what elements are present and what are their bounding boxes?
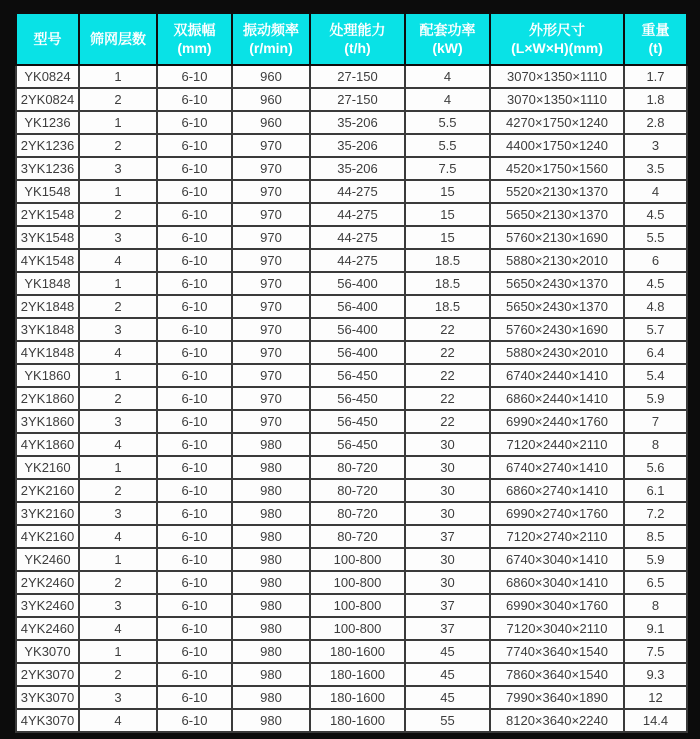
cell-model: 4YK1860 <box>16 433 79 456</box>
cell-model: 2YK1860 <box>16 387 79 410</box>
cell-capacity: 100-800 <box>310 617 405 640</box>
cell-weight: 6 <box>624 249 687 272</box>
cell-layers: 4 <box>79 433 157 456</box>
cell-amplitude: 6-10 <box>157 318 232 341</box>
table-header-row <box>16 13 687 65</box>
cell-power: 15 <box>405 226 490 249</box>
cell-power: 18.5 <box>405 295 490 318</box>
cell-model: 4YK3070 <box>16 709 79 732</box>
cell-amplitude: 6-10 <box>157 180 232 203</box>
cell-frequency: 970 <box>232 295 310 318</box>
cell-dimensions: 7740×3640×1540 <box>490 640 624 663</box>
cell-weight: 7 <box>624 410 687 433</box>
cell-capacity: 56-450 <box>310 387 405 410</box>
cell-model: 3YK3070 <box>16 686 79 709</box>
table-row <box>16 111 687 134</box>
table-row <box>16 226 687 249</box>
spec-table <box>15 12 688 733</box>
cell-layers: 1 <box>79 640 157 663</box>
cell-amplitude: 6-10 <box>157 709 232 732</box>
cell-power: 18.5 <box>405 249 490 272</box>
cell-power: 45 <box>405 686 490 709</box>
cell-amplitude: 6-10 <box>157 525 232 548</box>
cell-power: 7.5 <box>405 157 490 180</box>
column-header-layers <box>79 13 157 65</box>
table-row <box>16 65 687 88</box>
cell-weight: 12 <box>624 686 687 709</box>
column-header-power <box>405 13 490 65</box>
cell-amplitude: 6-10 <box>157 594 232 617</box>
cell-amplitude: 6-10 <box>157 295 232 318</box>
cell-layers: 4 <box>79 709 157 732</box>
cell-dimensions: 4400×1750×1240 <box>490 134 624 157</box>
cell-frequency: 980 <box>232 525 310 548</box>
cell-weight: 1.7 <box>624 65 687 88</box>
table-row <box>16 88 687 111</box>
table-row <box>16 686 687 709</box>
table-row <box>16 203 687 226</box>
cell-dimensions: 7120×2440×2110 <box>490 433 624 456</box>
cell-weight: 8 <box>624 594 687 617</box>
cell-power: 22 <box>405 341 490 364</box>
cell-capacity: 35-206 <box>310 111 405 134</box>
cell-model: 2YK2460 <box>16 571 79 594</box>
cell-layers: 3 <box>79 410 157 433</box>
cell-model: 2YK3070 <box>16 663 79 686</box>
cell-capacity: 44-275 <box>310 226 405 249</box>
cell-amplitude: 6-10 <box>157 410 232 433</box>
cell-dimensions: 4270×1750×1240 <box>490 111 624 134</box>
cell-model: 2YK0824 <box>16 88 79 111</box>
cell-dimensions: 6860×2440×1410 <box>490 387 624 410</box>
cell-layers: 1 <box>79 456 157 479</box>
cell-frequency: 980 <box>232 548 310 571</box>
cell-layers: 2 <box>79 295 157 318</box>
cell-capacity: 44-275 <box>310 180 405 203</box>
cell-weight: 7.5 <box>624 640 687 663</box>
cell-power: 45 <box>405 663 490 686</box>
cell-dimensions: 4520×1750×1560 <box>490 157 624 180</box>
cell-model: 3YK2460 <box>16 594 79 617</box>
column-header-unit: (t/h) <box>344 40 371 56</box>
column-header-unit: (t) <box>648 40 663 56</box>
table-row <box>16 249 687 272</box>
column-header-label: 型号 <box>33 30 62 47</box>
cell-frequency: 960 <box>232 65 310 88</box>
cell-frequency: 980 <box>232 686 310 709</box>
cell-layers: 1 <box>79 180 157 203</box>
cell-model: YK1848 <box>16 272 79 295</box>
cell-dimensions: 7120×2740×2110 <box>490 525 624 548</box>
cell-power: 22 <box>405 318 490 341</box>
cell-capacity: 35-206 <box>310 134 405 157</box>
cell-dimensions: 3070×1350×1110 <box>490 88 624 111</box>
cell-layers: 2 <box>79 387 157 410</box>
cell-amplitude: 6-10 <box>157 617 232 640</box>
cell-frequency: 970 <box>232 272 310 295</box>
cell-model: YK1236 <box>16 111 79 134</box>
column-header-label: 筛网层数 <box>90 30 146 47</box>
column-header-capacity <box>310 13 405 65</box>
column-header-amplitude <box>157 13 232 65</box>
column-header-label: 配套功率 <box>419 21 476 38</box>
cell-capacity: 44-275 <box>310 203 405 226</box>
column-header-label: 外形尺寸 <box>529 21 585 38</box>
cell-model: YK0824 <box>16 65 79 88</box>
cell-capacity: 100-800 <box>310 571 405 594</box>
cell-amplitude: 6-10 <box>157 686 232 709</box>
cell-dimensions: 3070×1350×1110 <box>490 65 624 88</box>
cell-amplitude: 6-10 <box>157 663 232 686</box>
cell-power: 22 <box>405 387 490 410</box>
cell-amplitude: 6-10 <box>157 203 232 226</box>
table-row <box>16 134 687 157</box>
cell-dimensions: 6990×2740×1760 <box>490 502 624 525</box>
column-header-frequency <box>232 13 310 65</box>
cell-layers: 1 <box>79 364 157 387</box>
table-row <box>16 548 687 571</box>
cell-frequency: 980 <box>232 456 310 479</box>
cell-layers: 4 <box>79 525 157 548</box>
cell-model: YK3070 <box>16 640 79 663</box>
cell-power: 30 <box>405 433 490 456</box>
cell-power: 5.5 <box>405 111 490 134</box>
cell-capacity: 27-150 <box>310 88 405 111</box>
cell-power: 30 <box>405 571 490 594</box>
cell-amplitude: 6-10 <box>157 88 232 111</box>
cell-layers: 3 <box>79 318 157 341</box>
cell-model: 3YK1860 <box>16 410 79 433</box>
cell-power: 37 <box>405 594 490 617</box>
cell-power: 45 <box>405 640 490 663</box>
cell-amplitude: 6-10 <box>157 640 232 663</box>
cell-layers: 2 <box>79 134 157 157</box>
cell-layers: 3 <box>79 226 157 249</box>
cell-model: 4YK2460 <box>16 617 79 640</box>
cell-model: 2YK1848 <box>16 295 79 318</box>
cell-weight: 6.4 <box>624 341 687 364</box>
cell-amplitude: 6-10 <box>157 249 232 272</box>
cell-layers: 2 <box>79 88 157 111</box>
cell-power: 15 <box>405 203 490 226</box>
column-header-label: 双振幅 <box>173 21 216 38</box>
cell-layers: 3 <box>79 157 157 180</box>
cell-frequency: 980 <box>232 433 310 456</box>
cell-frequency: 970 <box>232 341 310 364</box>
cell-weight: 6.1 <box>624 479 687 502</box>
cell-frequency: 980 <box>232 617 310 640</box>
cell-capacity: 180-1600 <box>310 640 405 663</box>
cell-capacity: 56-400 <box>310 295 405 318</box>
cell-layers: 4 <box>79 617 157 640</box>
cell-capacity: 56-400 <box>310 318 405 341</box>
cell-dimensions: 7990×3640×1890 <box>490 686 624 709</box>
cell-dimensions: 5650×2130×1370 <box>490 203 624 226</box>
cell-power: 4 <box>405 88 490 111</box>
column-header-unit: (L×W×H)(mm) <box>511 40 603 56</box>
cell-power: 15 <box>405 180 490 203</box>
cell-layers: 2 <box>79 571 157 594</box>
cell-layers: 2 <box>79 663 157 686</box>
cell-power: 55 <box>405 709 490 732</box>
cell-power: 37 <box>405 617 490 640</box>
column-header-label: 振动频率 <box>243 21 299 38</box>
cell-capacity: 56-450 <box>310 410 405 433</box>
cell-weight: 5.6 <box>624 456 687 479</box>
cell-dimensions: 7860×3640×1540 <box>490 663 624 686</box>
table-row <box>16 594 687 617</box>
cell-model: 3YK1548 <box>16 226 79 249</box>
table-row <box>16 640 687 663</box>
cell-capacity: 27-150 <box>310 65 405 88</box>
column-header-label: 处理能力 <box>329 21 386 38</box>
cell-dimensions: 5520×2130×1370 <box>490 180 624 203</box>
column-header-unit: (mm) <box>177 40 212 56</box>
cell-weight: 5.9 <box>624 387 687 410</box>
cell-frequency: 970 <box>232 157 310 180</box>
cell-capacity: 56-450 <box>310 433 405 456</box>
cell-model: 4YK1548 <box>16 249 79 272</box>
cell-capacity: 80-720 <box>310 456 405 479</box>
cell-amplitude: 6-10 <box>157 548 232 571</box>
cell-frequency: 970 <box>232 364 310 387</box>
cell-capacity: 44-275 <box>310 249 405 272</box>
cell-power: 30 <box>405 548 490 571</box>
cell-capacity: 180-1600 <box>310 663 405 686</box>
cell-layers: 1 <box>79 111 157 134</box>
cell-amplitude: 6-10 <box>157 272 232 295</box>
cell-capacity: 180-1600 <box>310 686 405 709</box>
table-row <box>16 157 687 180</box>
cell-weight: 7.2 <box>624 502 687 525</box>
cell-frequency: 980 <box>232 479 310 502</box>
cell-weight: 5.5 <box>624 226 687 249</box>
cell-weight: 5.9 <box>624 548 687 571</box>
cell-dimensions: 6860×2740×1410 <box>490 479 624 502</box>
cell-amplitude: 6-10 <box>157 364 232 387</box>
cell-model: YK1860 <box>16 364 79 387</box>
cell-capacity: 56-400 <box>310 341 405 364</box>
cell-weight: 4.5 <box>624 272 687 295</box>
cell-capacity: 100-800 <box>310 548 405 571</box>
cell-layers: 2 <box>79 479 157 502</box>
cell-weight: 5.7 <box>624 318 687 341</box>
cell-dimensions: 6740×2740×1410 <box>490 456 624 479</box>
column-header-weight <box>624 13 687 65</box>
cell-dimensions: 7120×3040×2110 <box>490 617 624 640</box>
column-header-unit: (r/min) <box>249 40 293 56</box>
cell-weight: 9.1 <box>624 617 687 640</box>
cell-weight: 3 <box>624 134 687 157</box>
cell-model: 2YK1236 <box>16 134 79 157</box>
cell-weight: 2.8 <box>624 111 687 134</box>
column-header-unit: (kW) <box>432 40 463 56</box>
table-row <box>16 318 687 341</box>
cell-weight: 4.8 <box>624 295 687 318</box>
cell-power: 37 <box>405 525 490 548</box>
cell-frequency: 960 <box>232 88 310 111</box>
cell-capacity: 56-450 <box>310 364 405 387</box>
cell-frequency: 970 <box>232 226 310 249</box>
cell-power: 4 <box>405 65 490 88</box>
cell-layers: 1 <box>79 65 157 88</box>
cell-model: 2YK2160 <box>16 479 79 502</box>
cell-model: YK2160 <box>16 456 79 479</box>
table-row <box>16 456 687 479</box>
table-row <box>16 571 687 594</box>
cell-model: 3YK1848 <box>16 318 79 341</box>
column-header-dimensions <box>490 13 624 65</box>
cell-model: 3YK2160 <box>16 502 79 525</box>
cell-weight: 1.8 <box>624 88 687 111</box>
cell-layers: 4 <box>79 249 157 272</box>
cell-layers: 4 <box>79 341 157 364</box>
cell-frequency: 960 <box>232 111 310 134</box>
cell-power: 5.5 <box>405 134 490 157</box>
cell-power: 30 <box>405 456 490 479</box>
cell-weight: 8 <box>624 433 687 456</box>
cell-layers: 1 <box>79 272 157 295</box>
table-row <box>16 295 687 318</box>
cell-dimensions: 5760×2430×1690 <box>490 318 624 341</box>
cell-model: 4YK2160 <box>16 525 79 548</box>
cell-frequency: 980 <box>232 502 310 525</box>
cell-amplitude: 6-10 <box>157 226 232 249</box>
cell-model: 4YK1848 <box>16 341 79 364</box>
cell-amplitude: 6-10 <box>157 65 232 88</box>
cell-layers: 3 <box>79 502 157 525</box>
cell-dimensions: 6860×3040×1410 <box>490 571 624 594</box>
cell-frequency: 980 <box>232 594 310 617</box>
cell-amplitude: 6-10 <box>157 456 232 479</box>
cell-frequency: 970 <box>232 203 310 226</box>
cell-weight: 9.3 <box>624 663 687 686</box>
cell-amplitude: 6-10 <box>157 571 232 594</box>
cell-capacity: 80-720 <box>310 479 405 502</box>
cell-layers: 3 <box>79 686 157 709</box>
table-row <box>16 525 687 548</box>
cell-power: 18.5 <box>405 272 490 295</box>
cell-amplitude: 6-10 <box>157 134 232 157</box>
table-row <box>16 663 687 686</box>
table-row <box>16 272 687 295</box>
cell-dimensions: 6740×3040×1410 <box>490 548 624 571</box>
table-row <box>16 364 687 387</box>
table-row <box>16 433 687 456</box>
table-row <box>16 479 687 502</box>
cell-capacity: 80-720 <box>310 502 405 525</box>
cell-model: YK1548 <box>16 180 79 203</box>
cell-dimensions: 5650×2430×1370 <box>490 295 624 318</box>
table-row <box>16 709 687 732</box>
table-body <box>16 65 687 732</box>
cell-model: 2YK1548 <box>16 203 79 226</box>
cell-weight: 4 <box>624 180 687 203</box>
table-row <box>16 180 687 203</box>
cell-dimensions: 6990×2440×1760 <box>490 410 624 433</box>
cell-model: YK2460 <box>16 548 79 571</box>
cell-layers: 3 <box>79 594 157 617</box>
cell-power: 30 <box>405 479 490 502</box>
cell-amplitude: 6-10 <box>157 111 232 134</box>
cell-amplitude: 6-10 <box>157 157 232 180</box>
column-header-label: 重量 <box>641 21 670 38</box>
cell-frequency: 970 <box>232 249 310 272</box>
spec-table-container <box>15 12 688 733</box>
cell-layers: 1 <box>79 548 157 571</box>
cell-weight: 14.4 <box>624 709 687 732</box>
cell-capacity: 100-800 <box>310 594 405 617</box>
cell-dimensions: 5880×2430×2010 <box>490 341 624 364</box>
cell-frequency: 970 <box>232 318 310 341</box>
cell-layers: 2 <box>79 203 157 226</box>
cell-capacity: 180-1600 <box>310 709 405 732</box>
cell-dimensions: 6990×3040×1760 <box>490 594 624 617</box>
cell-model: 3YK1236 <box>16 157 79 180</box>
cell-frequency: 980 <box>232 709 310 732</box>
cell-weight: 6.5 <box>624 571 687 594</box>
cell-dimensions: 8120×3640×2240 <box>490 709 624 732</box>
cell-power: 22 <box>405 410 490 433</box>
cell-amplitude: 6-10 <box>157 341 232 364</box>
table-row <box>16 617 687 640</box>
column-header-model <box>16 13 79 65</box>
cell-frequency: 980 <box>232 640 310 663</box>
cell-frequency: 970 <box>232 387 310 410</box>
cell-weight: 4.5 <box>624 203 687 226</box>
cell-power: 22 <box>405 364 490 387</box>
table-row <box>16 387 687 410</box>
cell-amplitude: 6-10 <box>157 433 232 456</box>
table-row <box>16 410 687 433</box>
cell-weight: 8.5 <box>624 525 687 548</box>
cell-power: 30 <box>405 502 490 525</box>
cell-dimensions: 5880×2130×2010 <box>490 249 624 272</box>
cell-capacity: 80-720 <box>310 525 405 548</box>
cell-weight: 3.5 <box>624 157 687 180</box>
cell-frequency: 970 <box>232 134 310 157</box>
cell-dimensions: 5650×2430×1370 <box>490 272 624 295</box>
cell-weight: 5.4 <box>624 364 687 387</box>
cell-amplitude: 6-10 <box>157 479 232 502</box>
cell-dimensions: 6740×2440×1410 <box>490 364 624 387</box>
table-row <box>16 341 687 364</box>
cell-frequency: 980 <box>232 571 310 594</box>
cell-amplitude: 6-10 <box>157 387 232 410</box>
cell-capacity: 35-206 <box>310 157 405 180</box>
cell-frequency: 970 <box>232 410 310 433</box>
cell-dimensions: 5760×2130×1690 <box>490 226 624 249</box>
cell-capacity: 56-400 <box>310 272 405 295</box>
table-row <box>16 502 687 525</box>
cell-frequency: 980 <box>232 663 310 686</box>
cell-amplitude: 6-10 <box>157 502 232 525</box>
cell-frequency: 970 <box>232 180 310 203</box>
